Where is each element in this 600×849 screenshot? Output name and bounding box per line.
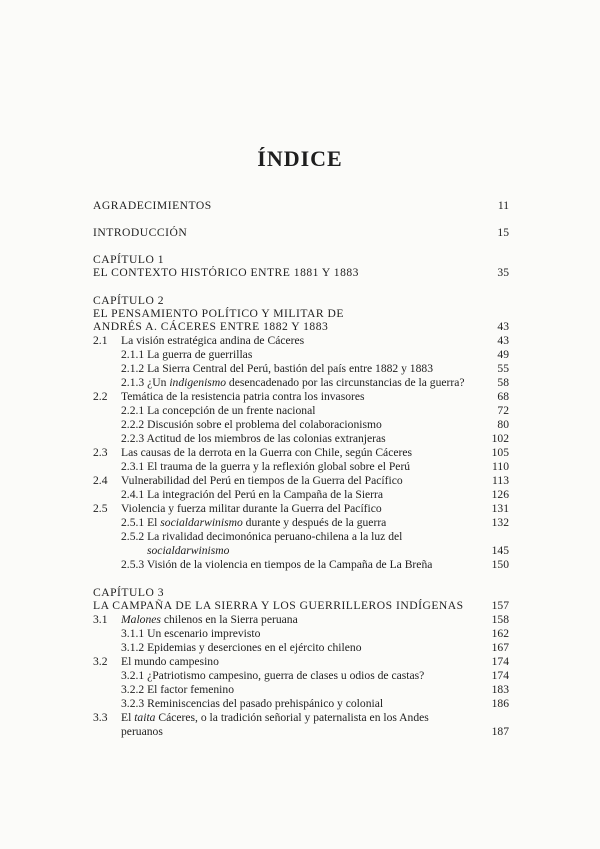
- chapter-1-title: EL CONTEXTO HISTÓRICO ENTRE 1881 Y 1883 35: [93, 266, 509, 279]
- toc-entry: 3.2.2 El factor femenino 183: [121, 683, 509, 696]
- chapter-3-heading: CAPÍTULO 3: [93, 586, 165, 599]
- chapter-2-heading: CAPÍTULO 2: [93, 294, 165, 307]
- chapter-1-heading: CAPÍTULO 1: [93, 253, 165, 266]
- toc-entry: socialdarwinismo 145: [147, 544, 509, 557]
- toc-entry-introduccion: INTRODUCCIÓN 15: [93, 226, 509, 239]
- toc-entry: 2.4.1 La integración del Perú en la Campaña de la Sierra 126: [121, 488, 509, 501]
- toc-entry: 3.1.1 Un escenario imprevisto 162: [121, 627, 509, 640]
- chapter-2-title-line2: ANDRÉS A. CÁCERES ENTRE 1882 Y 1883 43: [93, 320, 509, 333]
- toc-entry: 2.2.2 Discusión sobre el problema del colaboracionismo 80: [121, 418, 509, 431]
- toc-entry: 2.1.1 La guerra de guerrillas 49: [121, 348, 509, 361]
- toc-entry: 2.1.2 La Sierra Central del Perú, bastión del país entre 1882 y 1883 55: [121, 362, 509, 375]
- toc-entry: 2.1 La visión estratégica andina de Cáceres 43: [93, 334, 509, 347]
- toc-entry: 3.3 El taita Cáceres, o la tradición señorial y paternalista en los Andes: [93, 711, 429, 724]
- toc-entry: 2.4 Vulnerabilidad del Perú en tiempos de la Guerra del Pacífico 113: [93, 474, 509, 487]
- toc-entry: 2.5.3 Visión de la violencia en tiempos de la Campaña de La Breña 150: [121, 558, 509, 571]
- chapter-3-title: LA CAMPAÑA DE LA SIERRA Y LOS GUERRILLEROS INDÍGENAS 157: [93, 599, 509, 612]
- toc-entry: 3.1 Malones chilenos en la Sierra peruana 158: [93, 613, 509, 626]
- toc-entry: 2.2 Temática de la resistencia patria contra los invasores 68: [93, 390, 509, 403]
- toc-entry: 2.1.3 ¿Un indigenismo desencadenado por las circunstancias de la guerra? 58: [121, 376, 509, 389]
- toc-entry: 2.2.1 La concepción de un frente nacional 72: [121, 404, 509, 417]
- toc-entry: 2.5 Violencia y fuerza militar durante la Guerra del Pacífico 131: [93, 502, 509, 515]
- toc-entry: 3.2 El mundo campesino 174: [93, 655, 509, 668]
- toc-entry: 3.2.3 Reminiscencias del pasado prehispánico y colonial 186: [121, 697, 509, 710]
- toc-entry: peruanos 187: [121, 725, 509, 738]
- toc-entry: 2.2.3 Actitud de los miembros de las colonias extranjeras 102: [121, 432, 509, 445]
- toc-entry: 3.1.2 Epidemias y deserciones en el ejército chileno 167: [121, 641, 509, 654]
- toc-entry: 2.5.1 El socialdarwinismo durante y después de la guerra 132: [121, 516, 509, 529]
- chapter-2-title-line1: EL PENSAMIENTO POLÍTICO Y MILITAR DE: [93, 307, 344, 320]
- toc-entry: 2.5.2 La rivalidad decimonónica peruano-chilena a la luz del: [121, 530, 403, 543]
- toc-entry-agradecimientos: AGRADECIMIENTOS 11: [93, 199, 509, 212]
- toc-entry: 3.2.1 ¿Patriotismo campesino, guerra de clases u odios de castas? 174: [121, 669, 509, 682]
- toc-entry: 2.3 Las causas de la derrota en la Guerra con Chile, según Cáceres 105: [93, 446, 509, 459]
- toc-entry: 2.3.1 El trauma de la guerra y la reflexión global sobre el Perú 110: [121, 460, 509, 473]
- page-title: ÍNDICE: [257, 146, 343, 171]
